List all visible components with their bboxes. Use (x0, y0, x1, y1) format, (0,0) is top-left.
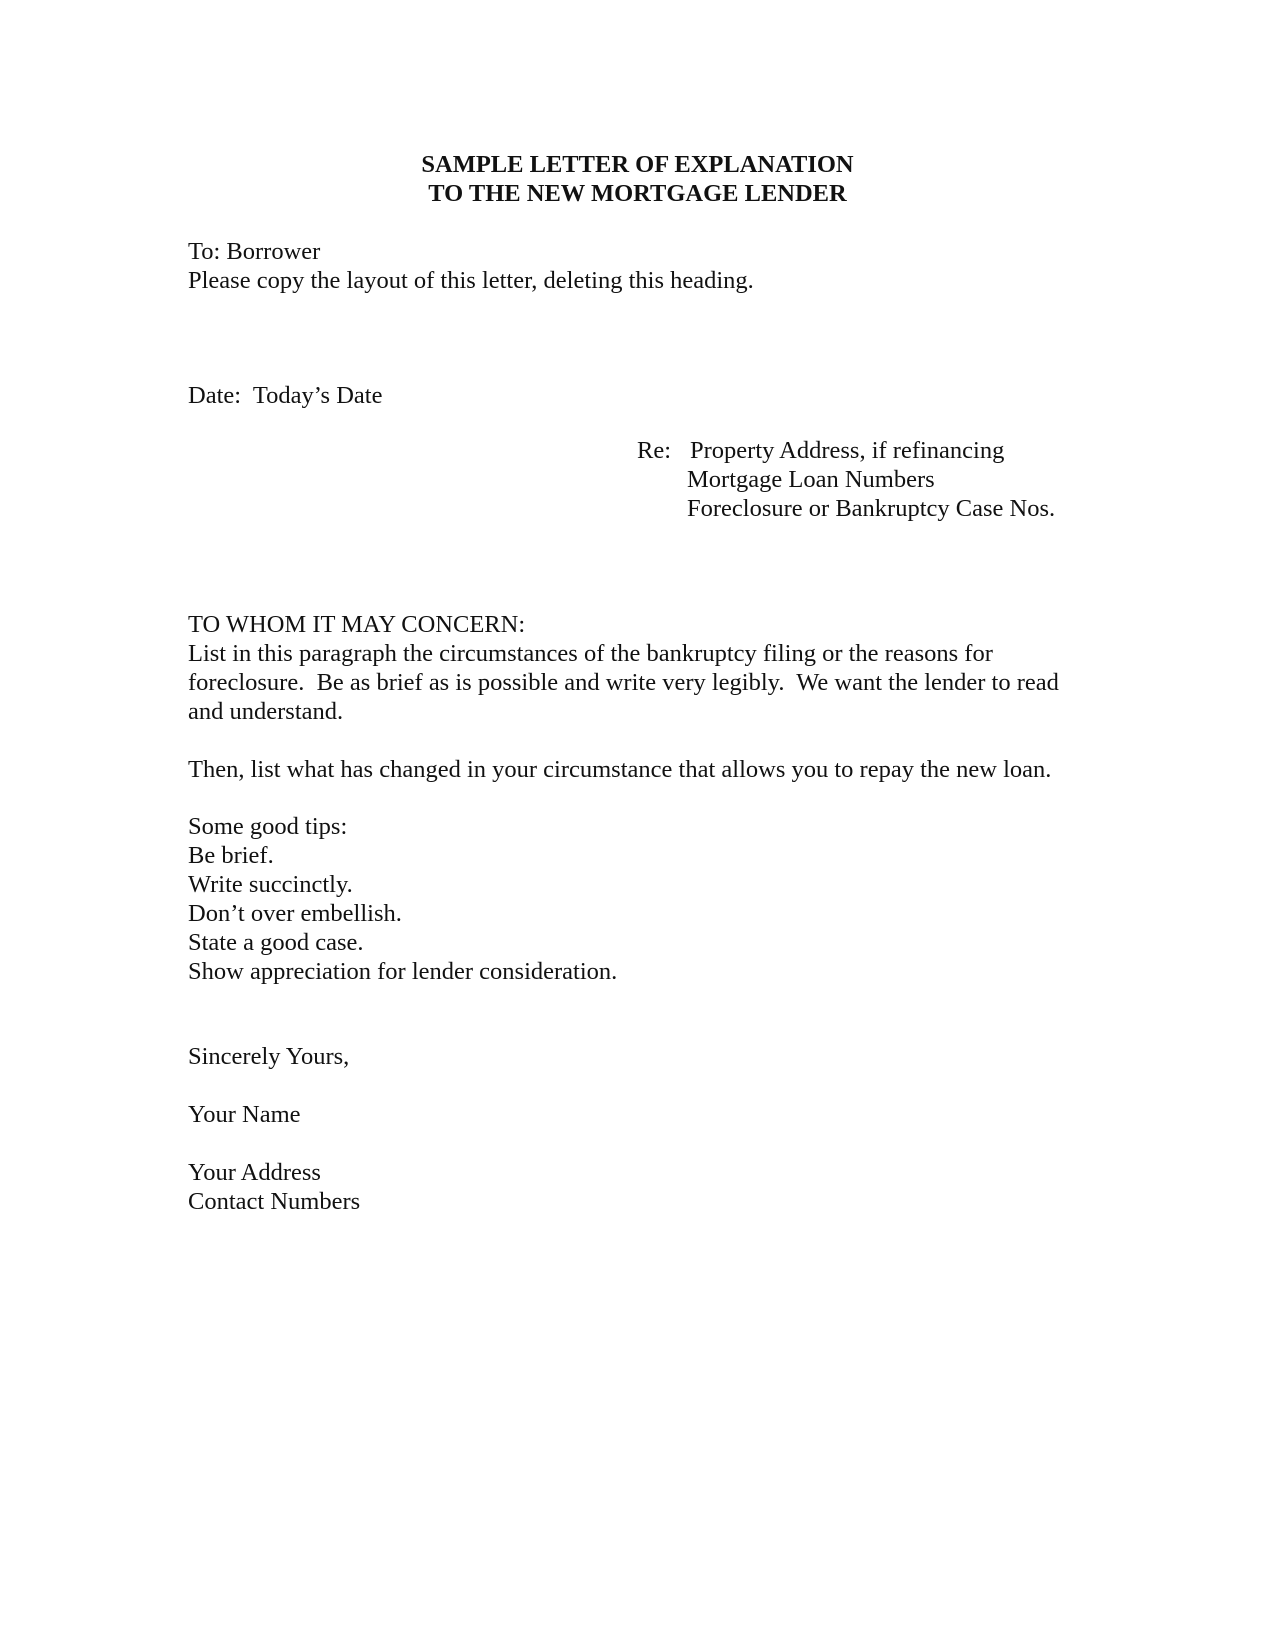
to-line: To: Borrower (188, 238, 321, 265)
paragraph-1-line: foreclosure. Be as brief as is possible and write very legibly. We want the lender to read (188, 669, 1059, 696)
signature-contact: Contact Numbers (188, 1188, 361, 1215)
closing: Sincerely Yours, (188, 1043, 350, 1070)
salutation: TO WHOM IT MAY CONCERN: (188, 611, 526, 638)
paragraph-2: Then, list what has changed in your circumstance that allows you to repay the new loan. (188, 756, 1052, 783)
reference-line: Property Address, if refinancing (690, 437, 1005, 464)
signature-address: Your Address (188, 1159, 321, 1186)
instruction-note: Please copy the layout of this letter, deleting this heading. (188, 267, 754, 294)
tips-heading: Some good tips: (188, 813, 348, 840)
letter-title-line-1: SAMPLE LETTER OF EXPLANATION (421, 151, 854, 178)
tip-item: Don’t over embellish. (188, 900, 402, 927)
paragraph-1-line: and understand. (188, 698, 344, 725)
tip-item: Show appreciation for lender consideration. (188, 958, 618, 985)
tip-item: Be brief. (188, 842, 274, 869)
letter-title-line-2: TO THE NEW MORTGAGE LENDER (428, 180, 847, 207)
tip-item: Write succinctly. (188, 871, 353, 898)
reference-line: Mortgage Loan Numbers (687, 466, 935, 493)
reference-label: Re: (637, 437, 672, 464)
reference-line: Foreclosure or Bankruptcy Case Nos. (687, 495, 1056, 522)
signature-name: Your Name (188, 1101, 301, 1128)
paragraph-1-line: List in this paragraph the circumstances of the bankruptcy filing or the reasons for (188, 640, 993, 667)
date-line: Date: Today’s Date (188, 382, 383, 409)
tip-item: State a good case. (188, 929, 364, 956)
